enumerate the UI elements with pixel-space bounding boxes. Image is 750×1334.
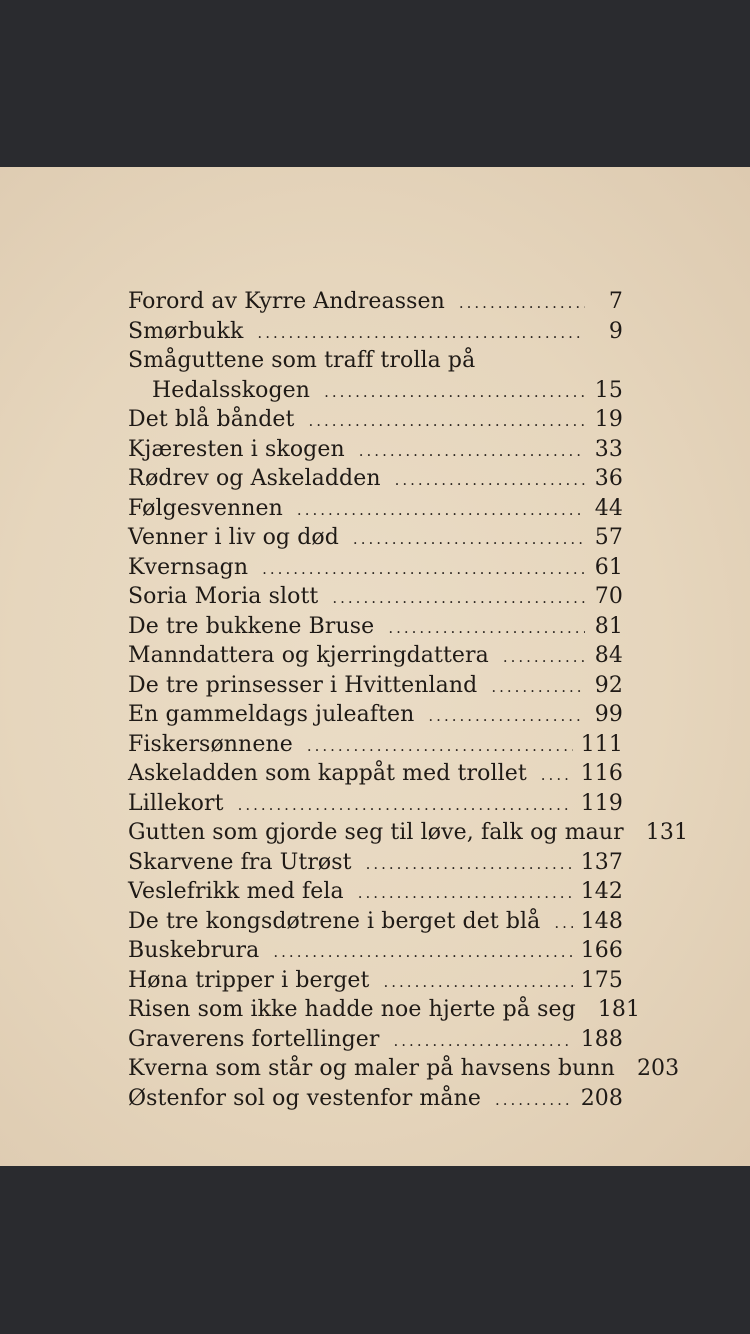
toc-entry-page-number: 44 — [594, 495, 623, 521]
toc-entry-page-number: 92 — [594, 672, 623, 698]
toc-entry-page-number: 142 — [580, 879, 623, 904]
dot-leader — [394, 1027, 573, 1057]
toc-entry-page-number: 33 — [594, 436, 623, 462]
toc-entry — [128, 907, 623, 937]
toc-entry-title: Buskebrura — [128, 938, 260, 963]
toc-entry — [128, 582, 623, 612]
dot-leader — [359, 437, 585, 467]
toc-entry-title: Soria Moria slott — [128, 584, 319, 609]
toc-entry-title: Høna tripper i berget — [128, 967, 370, 993]
dot-leader — [332, 584, 585, 614]
toc-entry-title: Kjæresten i skogen — [128, 436, 345, 462]
toc-entry-title: De tre kongsdøtrene i berget det blå — [128, 908, 541, 934]
dot-leader — [238, 791, 573, 821]
toc-entry — [128, 641, 623, 671]
toc-entry-page-number: 148 — [580, 908, 623, 934]
toc-entry-title: Venner i liv og død — [128, 525, 339, 550]
toc-entry — [128, 848, 623, 878]
dot-leader — [491, 673, 585, 703]
toc-entry-page-number: 36 — [594, 466, 623, 491]
toc-entry — [128, 317, 623, 347]
toc-entry-page-number: 181 — [597, 997, 641, 1022]
table-of-contents — [128, 287, 689, 1113]
toc-entry — [128, 405, 623, 435]
dot-leader — [554, 909, 572, 939]
toc-entry-title: De tre bukkene Bruse — [128, 613, 375, 639]
toc-entry-page-number: 208 — [580, 1085, 623, 1111]
toc-entry-page-number: 70 — [594, 584, 623, 609]
dot-leader — [358, 879, 573, 909]
toc-entry-title: Manndattera og kjerringdattera — [128, 643, 489, 668]
toc-entry-page-number: 175 — [580, 967, 623, 993]
toc-entry-page-number: 119 — [580, 790, 623, 816]
toc-entry-page-number: 7 — [608, 289, 623, 314]
toc-entry — [128, 818, 689, 848]
toc-entry-title: Graverens fortellinger — [128, 1026, 380, 1052]
dot-leader — [366, 850, 573, 880]
dot-leader — [262, 555, 585, 585]
toc-entry-page-number: 15 — [594, 377, 623, 403]
dot-leader — [307, 732, 573, 762]
toc-entry-page-number: 131 — [645, 820, 689, 845]
dot-leader — [324, 378, 585, 408]
toc-entry — [128, 612, 623, 642]
toc-entry — [128, 936, 623, 966]
toc-entry-page-number: 137 — [580, 849, 623, 875]
toc-entry — [128, 523, 623, 553]
book-page — [0, 167, 750, 1166]
dot-leader — [297, 496, 585, 526]
toc-entry-title: Følgesvennen — [128, 495, 283, 521]
dot-leader — [353, 525, 585, 555]
toc-entry-page-number: 116 — [580, 761, 623, 786]
toc-entry-page-number: 203 — [636, 1056, 680, 1081]
toc-entry-title: Skarvene fra Utrøst — [128, 849, 352, 875]
toc-entry-title: Kverna som står og maler på havsens bunn — [128, 1056, 615, 1081]
toc-entry — [128, 287, 623, 317]
dot-leader — [273, 938, 572, 968]
toc-entry-title: Veslefrikk med fela — [128, 879, 344, 904]
dot-leader — [428, 702, 585, 732]
toc-entry — [128, 966, 623, 996]
dot-leader — [503, 643, 585, 673]
toc-entry-page-number: 19 — [594, 407, 623, 432]
toc-entry-title: Østenfor sol og vestenfor måne — [128, 1085, 481, 1111]
toc-entry — [128, 671, 623, 701]
toc-entry — [128, 553, 623, 583]
toc-entry-title: En gammeldags juleaften — [128, 702, 415, 727]
toc-entry-page-number: 9 — [608, 318, 623, 344]
dot-leader — [388, 614, 585, 644]
toc-entry — [128, 789, 623, 819]
toc-entry — [128, 700, 623, 730]
toc-entry — [128, 1054, 680, 1084]
toc-entry-title: Forord av Kyrre Andreassen — [128, 289, 445, 314]
toc-entry-title: Fiskersønnene — [128, 731, 293, 757]
dot-leader — [495, 1086, 573, 1116]
toc-entry — [128, 346, 623, 376]
toc-entry-page-number: 166 — [580, 938, 623, 963]
toc-entry-title: Småguttene som traff trolla på — [128, 348, 476, 373]
toc-entry-title: Gutten som gjorde seg til løve, falk og maur — [128, 820, 624, 845]
toc-entry — [128, 730, 623, 760]
toc-entry-title: Rødrev og Askeladden — [128, 466, 381, 491]
toc-entry — [128, 759, 623, 789]
dot-leader — [257, 319, 585, 349]
toc-entry — [128, 464, 623, 494]
toc-entry-page-number: 57 — [594, 525, 623, 550]
toc-entry — [128, 995, 641, 1025]
toc-entry — [128, 1025, 623, 1055]
toc-entry — [128, 494, 623, 524]
dot-leader — [308, 407, 585, 437]
toc-entry — [128, 1084, 623, 1114]
toc-entry-page-number: 61 — [594, 554, 623, 580]
toc-entry-page-number: 99 — [594, 702, 623, 727]
toc-entry — [128, 376, 623, 406]
toc-entry-page-number: 111 — [580, 731, 623, 757]
toc-entry-title: Kvernsagn — [128, 554, 249, 580]
toc-entry — [128, 877, 623, 907]
dot-leader — [384, 968, 573, 998]
toc-entry — [128, 435, 623, 465]
dot-leader — [459, 289, 585, 319]
dot-leader — [395, 466, 585, 496]
toc-entry-title: Smørbukk — [128, 318, 244, 344]
toc-entry-title: Det blå båndet — [128, 407, 295, 432]
toc-entry-page-number: 188 — [580, 1026, 623, 1052]
toc-entry-title: Hedalsskogen — [152, 377, 311, 403]
toc-entry-page-number: 81 — [594, 613, 623, 639]
toc-entry-title: Askeladden som kappåt med trollet — [128, 761, 527, 786]
toc-entry-title: Risen som ikke hadde noe hjerte på seg — [128, 997, 576, 1022]
toc-entry-page-number: 84 — [594, 643, 623, 668]
dot-leader — [541, 761, 573, 791]
toc-entry-title: Lillekort — [128, 790, 224, 816]
toc-entry-title: De tre prinsesser i Hvittenland — [128, 672, 478, 698]
